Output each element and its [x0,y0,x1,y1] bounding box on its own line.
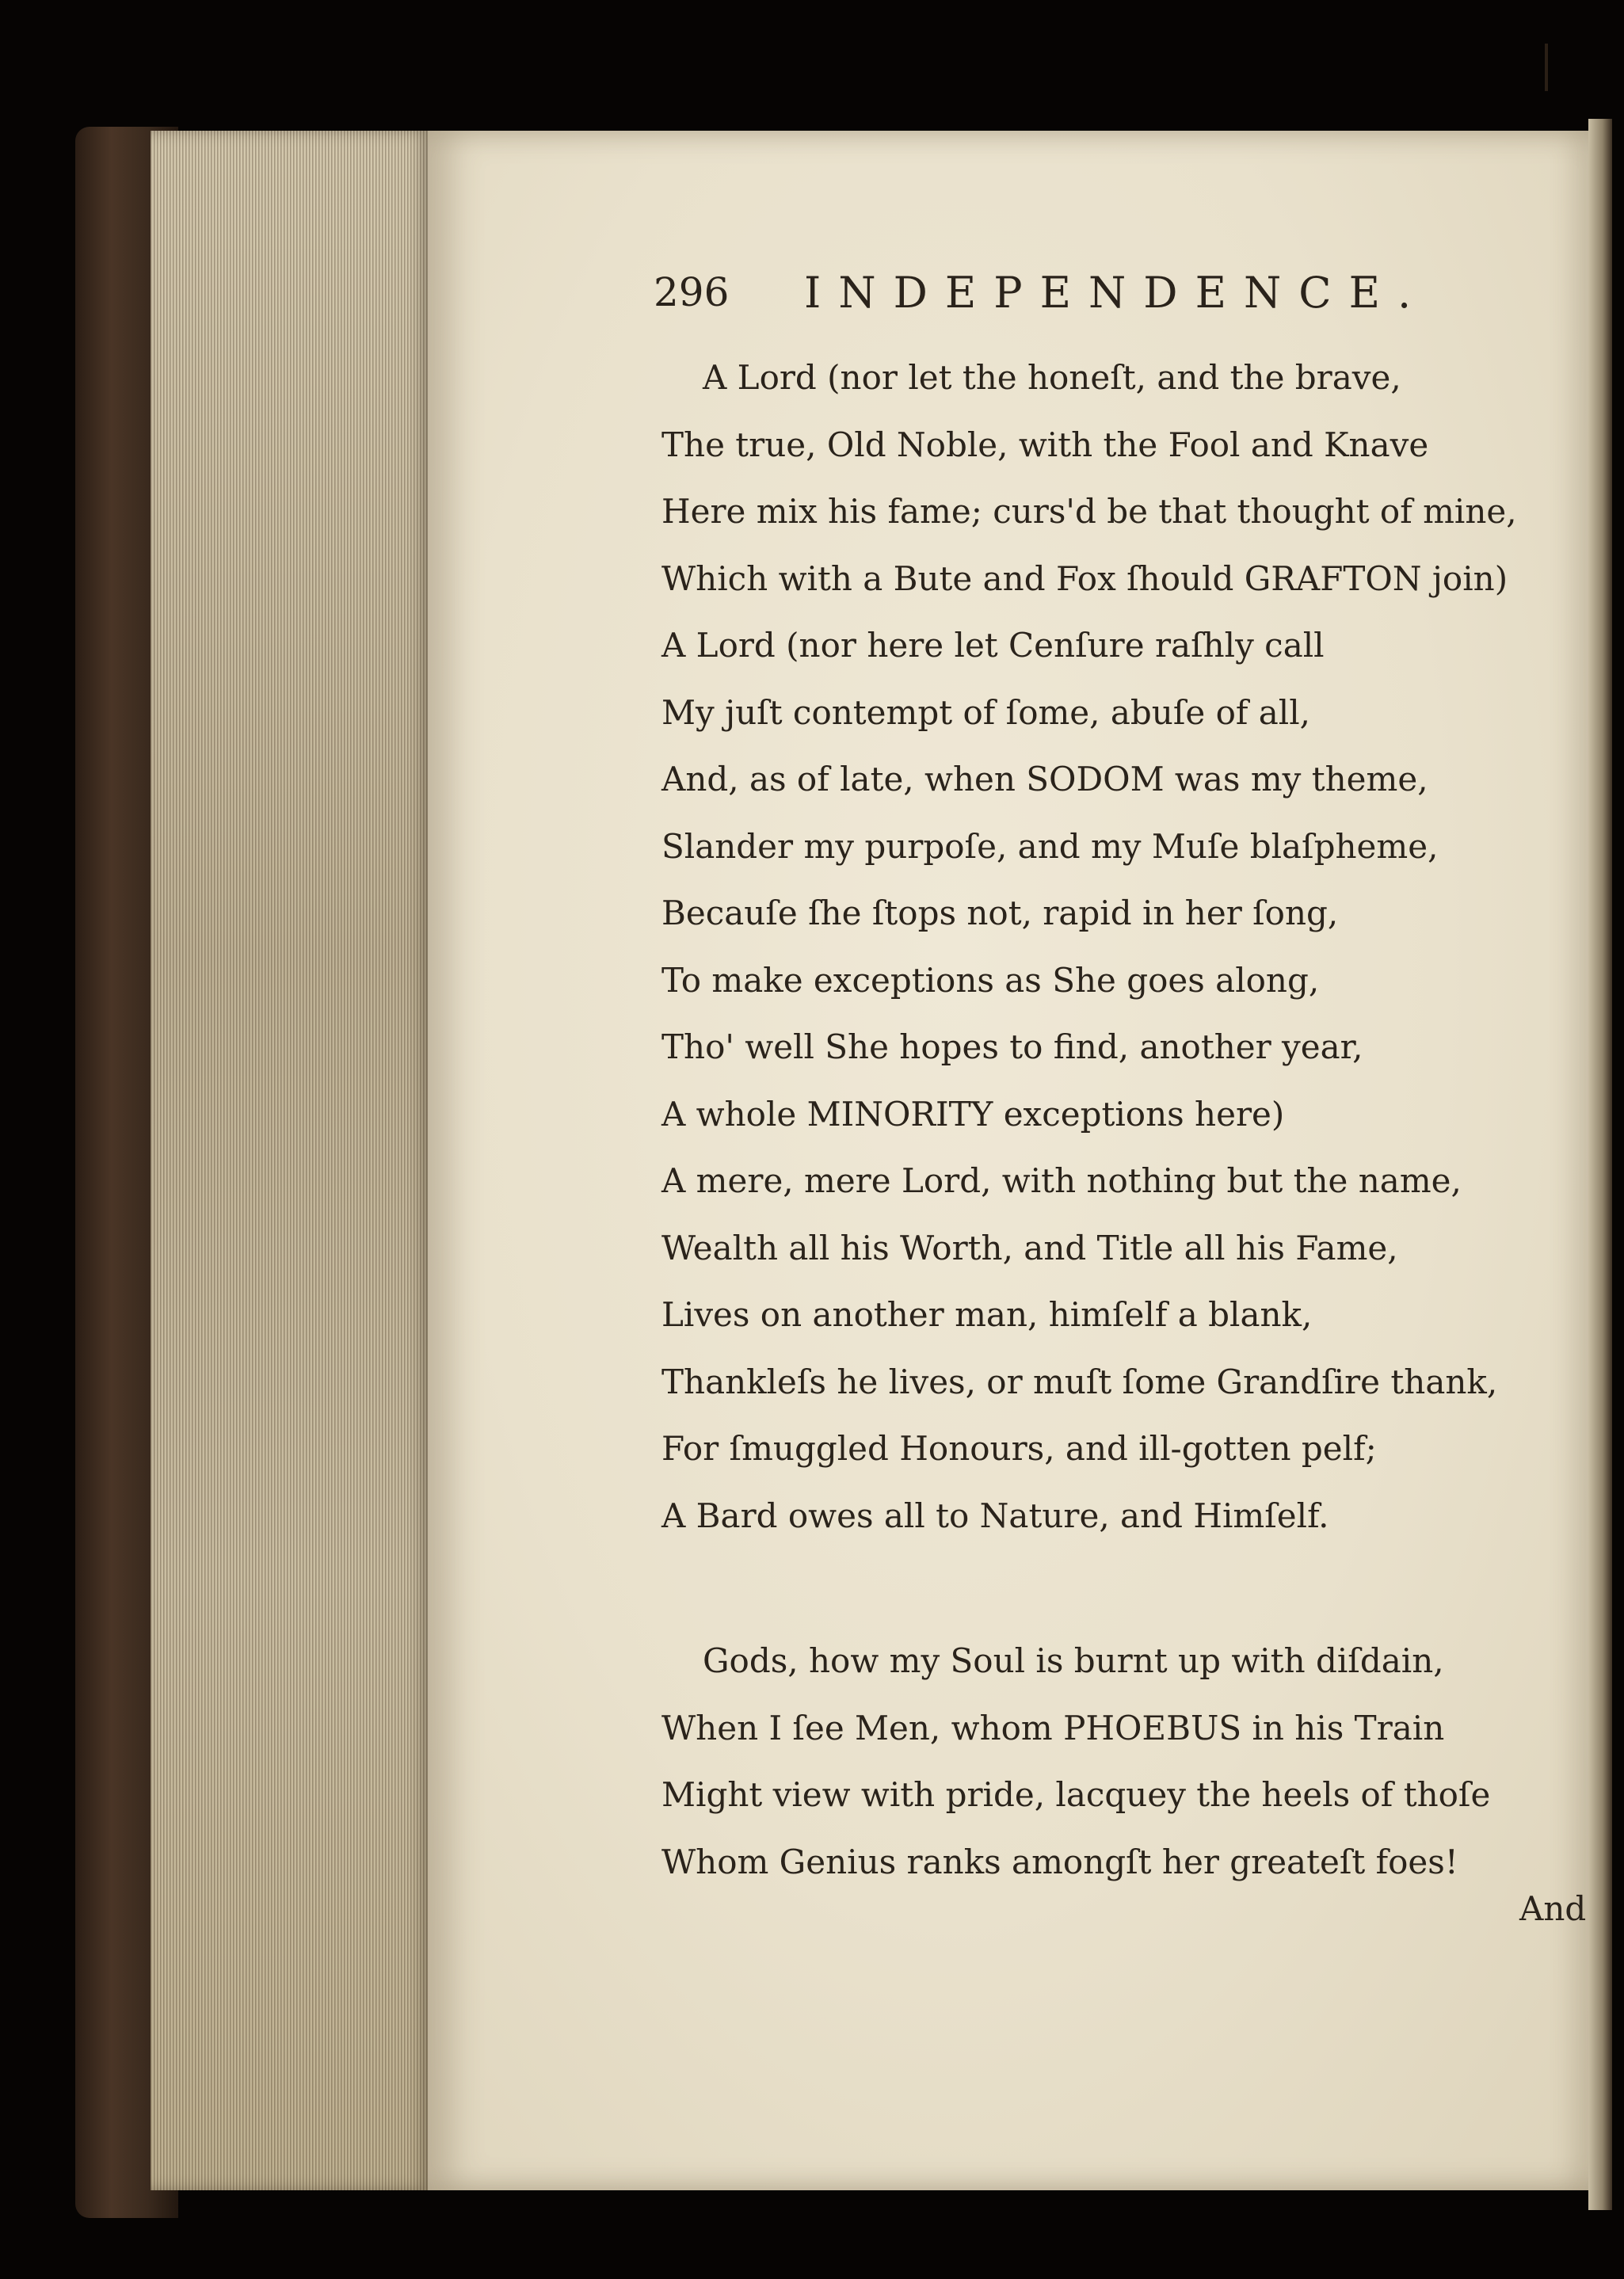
poem-line: A Bard owes all to Nature, and Himſelf. [661,1496,1329,1535]
page-edges [151,131,432,2190]
running-title: INDEPENDENCE. [804,268,1429,318]
poem-stanza [661,345,1517,1549]
catchword: And [1519,1889,1587,1928]
poem-line: Wealth all his Worth, and Title all his Fame, [661,1228,1398,1267]
bookmark-thread [1545,44,1548,91]
poem-line: Gods, how my Soul is burnt up with diſdain, [703,1641,1444,1680]
poem-line: A Lord (nor let the honeſt, and the brave, [703,358,1401,397]
page-number: 296 [654,269,730,315]
poem-line: For ſmuggled Honours, and ill-gotten pelf; [661,1429,1377,1468]
page-gutter [1588,119,1612,2210]
poem-line: A whole MINORITY exceptions here) [661,1094,1285,1134]
poem-line: Might view with pride, lacquey the heels of thoſe [661,1775,1491,1814]
poem-line: Becauſe ſhe ſtops not, rapid in her ſong, [661,894,1339,932]
poem-line: My juſt contempt of ſome, abuſe of all, [661,692,1311,732]
poem-stanza [661,1628,1490,1896]
poem-line: The true, Old Noble, with the Fool and Knave [661,425,1429,464]
poem-line: A Lord (nor here let Cenſure raſhly call [661,626,1325,665]
poem-line: Thankleſs he lives, or muſt ſome Grandſire thank, [661,1362,1498,1401]
poem-line: Lives on another man, himſelf a blank, [661,1295,1313,1334]
poem-line: To make exceptions as She goes along, [661,960,1320,1000]
poem-line: Tho' well She hopes to find, another year, [661,1027,1363,1066]
poem-line: Which with a Bute and Fox ſhould GRAFTON join) [661,558,1508,598]
poem-line: Here mix his fame; curs'd be that thought of mine, [661,492,1517,531]
poem-line: A mere, mere Lord, with nothing but the name, [661,1161,1462,1200]
poem-line: When I ſee Men, whom PHOEBUS in his Train [661,1708,1445,1747]
poem-line: Slander my purpoſe, and my Muſe blaſpheme, [661,826,1439,866]
poem-line: Whom Genius ranks amongſt her greateſt foes! [661,1842,1458,1881]
poem-line: And, as of late, when SODOM was my theme, [661,760,1428,798]
page-header [654,269,1525,325]
